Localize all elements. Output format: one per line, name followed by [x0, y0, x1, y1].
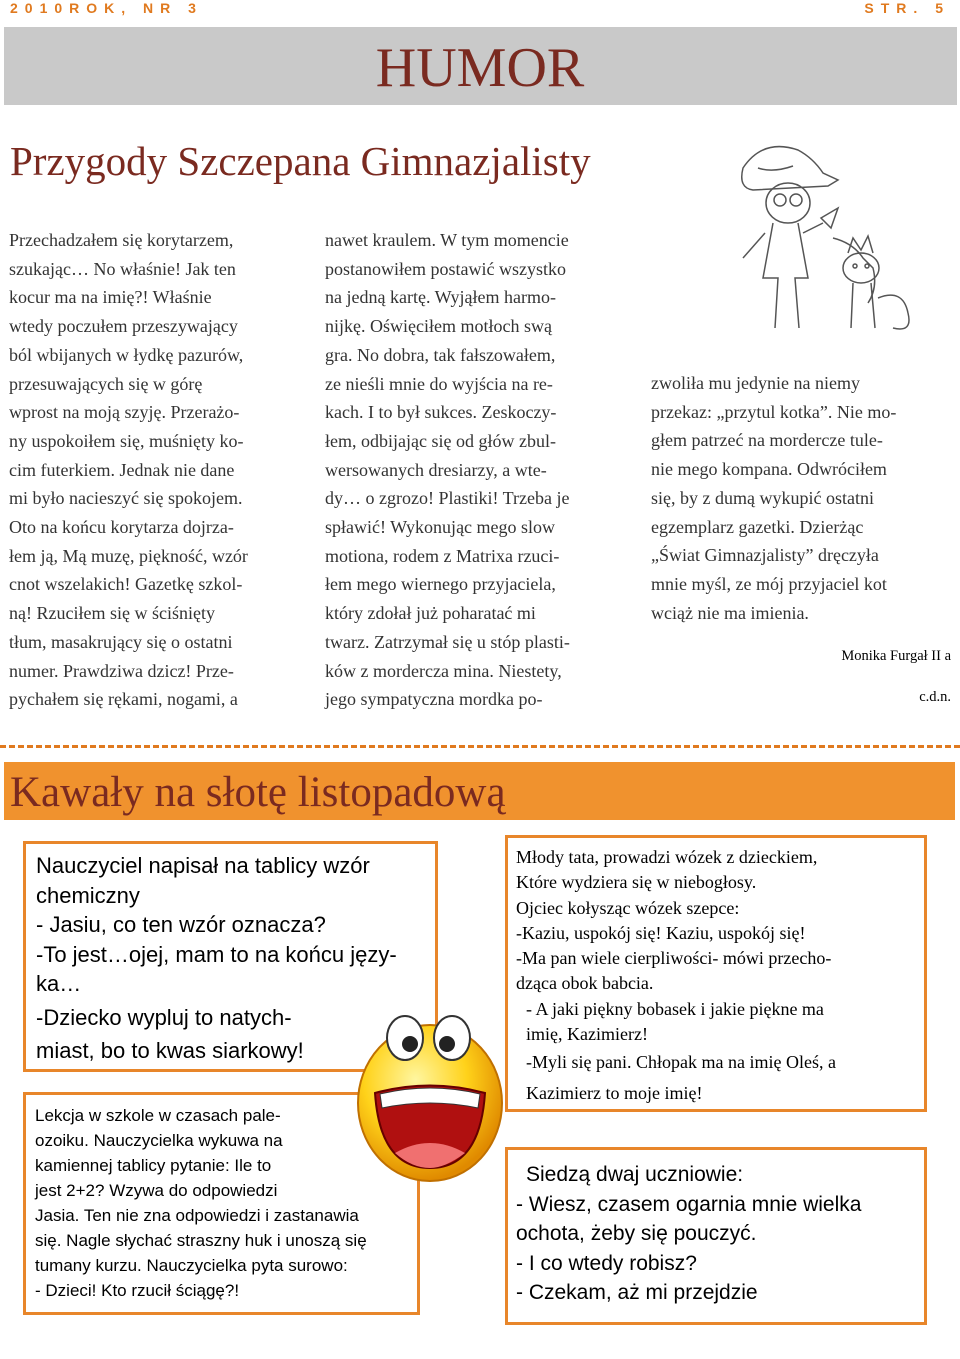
story-line: łem mego wiernego przyjaciela, — [325, 574, 556, 595]
story-line: tłum, masakrujący się o ostatni — [9, 631, 233, 652]
cartoon-drawing-icon — [703, 128, 935, 352]
story-line: dy… o zgrozo! Plastiki! Trzeba je — [325, 488, 570, 509]
story-line: cnot wszelakich! Gazetkę szkol- — [9, 574, 243, 595]
joke-line: Ojciec kołysząc wózek szepce: — [516, 897, 740, 918]
joke-line: - Czekam, aż mi przejdzie — [516, 1281, 758, 1304]
story-line: ną! Rzuciłem się w ściśnięty — [9, 603, 215, 624]
joke-line: się. Nagle słychać straszny huk i unoszą się — [35, 1231, 367, 1250]
joke-line: -Kaziu, uspokój się! Kaziu, uspokój się! — [516, 922, 806, 943]
joke-box-students — [505, 1147, 927, 1325]
story-line: gra. No dobra, tak fałszowałem, — [325, 344, 556, 365]
joke-line: -Ma pan wiele cierpliwości- mówi przecho- — [516, 948, 832, 969]
story-line: Oto na końcu korytarza dojrza- — [9, 517, 234, 538]
section-title: HUMOR — [375, 37, 585, 99]
joke-line: ka… — [36, 971, 82, 996]
story-line: głem patrzeć na mordercze tule- — [651, 430, 883, 451]
story-line: się, by z dumą wykupić ostatni — [651, 487, 874, 508]
jokes-title: Kawały na słotę listopadową — [10, 769, 506, 816]
joke-line: ozoiku. Nauczycielka wykuwa na — [35, 1131, 283, 1150]
story-line: mi było nacieszyć się spokojem. — [9, 488, 243, 509]
story-author: Monika Furgał II a — [841, 648, 951, 664]
joke-line: miast, bo to kwas siarkowy! — [36, 1038, 304, 1063]
joke-line: kamiennej tablicy pytanie: Ile to — [35, 1156, 272, 1175]
story-line: „Świat Gimnazjalisty” dręczyła — [651, 545, 879, 566]
story-line: wprost na moją szyję. Przerażo- — [9, 402, 240, 423]
story-line: kocur ma na imię?! Właśnie — [9, 287, 212, 308]
joke-line: Nauczyciel napisał na tablicy wzór — [36, 853, 370, 878]
joke-line: jest 2+2? Wzywa do odpowiedzi — [35, 1181, 278, 1200]
joke-box-stroller — [505, 835, 927, 1112]
joke-line: Jasia. Ten nie zna odpowiedzi i zastanawia — [35, 1206, 359, 1225]
joke-line: - Jasiu, co ten wzór oznacza? — [36, 912, 326, 937]
joke-line: imię, Kazimierz! — [526, 1024, 648, 1045]
story-line: twarz. Zatrzymał się u stóp plasti- — [325, 631, 570, 652]
story-line: motiona, rodem z Matrixa rzuci- — [325, 545, 560, 566]
story-line: na jedną kartę. Wyjąłem harmo- — [325, 287, 556, 308]
story-line: przekaz: „przytul kotka”. Nie mo- — [651, 401, 897, 422]
laughing-smiley-icon — [350, 1008, 510, 1186]
story-line: spławić! Wykonując mego slow — [325, 517, 556, 538]
joke-line: Lekcja w szkole w czasach pale- — [35, 1106, 281, 1125]
story-line: egzemplarz gazetki. Dzierżąc — [651, 516, 864, 537]
joke-line: Kazimierz to moje imię! — [526, 1082, 703, 1103]
story-line: pychałem się rękami, nogami, a — [9, 689, 238, 710]
story-line: numer. Prawdziwa dzicz! Prze- — [9, 660, 234, 681]
joke-line: dząca obok babcia. — [516, 973, 654, 994]
story-line: szukając… No właśnie! Jak ten — [9, 258, 236, 279]
joke-line: tumany kurzu. Nauczycielka pyta surowo: — [35, 1256, 348, 1275]
story-line: kach. I to był sukces. Zeskoczy- — [325, 402, 557, 423]
story-line: jego sympatyczna mordka po- — [325, 689, 543, 710]
page-number: STR. 5 — [864, 0, 950, 16]
story-line: wersowanych dresiarzy, a wte- — [325, 459, 547, 480]
joke-line: - Wiesz, czasem ogarnia mnie wielka — [516, 1192, 862, 1216]
joke-line: Które wydziera się w niebogłosy. — [516, 872, 757, 893]
story-column-2 — [325, 226, 625, 714]
story-line: łem, odbijając się od głów zbul- — [325, 430, 556, 451]
story-line: ze nieśli mnie do wyjścia na re- — [325, 373, 553, 394]
joke-line: Młody tata, prowadzi wózek z dzieckiem, — [516, 847, 818, 867]
section-divider — [0, 745, 960, 748]
joke-line: -To jest…ojej, mam to na końcu języ- — [36, 941, 397, 967]
story-line: nawet kraulem. W tym momencie — [325, 230, 569, 250]
story-line: przesuwających się w górę — [9, 373, 203, 394]
story-column-1 — [9, 226, 299, 714]
story-line: nijkę. Oświęciłem motłoch swą — [325, 316, 552, 337]
story-line: łem ją, Mą muzę, piękność, wzór — [9, 545, 248, 566]
story-line: ból wbijanych w łydkę pazurów, — [9, 344, 244, 365]
story-title: Przygody Szczepana Gimnazjalisty — [10, 138, 591, 184]
joke-line: -Myli się pani. Chłopak ma na imię Oleś, a — [526, 1052, 836, 1073]
story-line: ny uspokoiłem się, muśnięty ko- — [9, 430, 244, 451]
continued-note: c.d.n. — [919, 689, 951, 705]
story-line: który zdołał już poharatać mi — [325, 603, 536, 624]
issue-header: 2010ROK, NR 3 — [10, 0, 203, 16]
joke-line: - Dzieci! Kto rzucił ściągę?! — [35, 1281, 240, 1300]
story-line: nie mego kompana. Odwróciłem — [651, 459, 887, 480]
joke-line: Siedzą dwaj uczniowie: — [526, 1163, 744, 1186]
joke-line: - A jaki piękny bobasek i jakie piękne ma — [526, 998, 824, 1019]
story-line: wciąż nie ma imienia. — [651, 602, 809, 623]
story-line: mnie myśl, ze mój przyjaciel kot — [651, 573, 887, 594]
joke-line: chemiczny — [36, 882, 140, 908]
story-line: cim futerkiem. Jednak nie dane — [9, 459, 235, 480]
joke-line: ochota, żeby się pouczyć. — [516, 1222, 757, 1245]
story-line: ków z mordercza mina. Niestety, — [325, 660, 562, 681]
joke-line: -Dziecko wypluj to natych- — [36, 1004, 292, 1030]
story-line: postanowiłem postawić wszystko — [325, 258, 566, 279]
joke-line: - I co wtedy robisz? — [516, 1251, 697, 1275]
story-line: Przechadzałem się korytarzem, — [9, 230, 234, 250]
story-line: wtedy poczułem przeszywający — [9, 316, 238, 337]
story-line: zwoliła mu jedynie na niemy — [651, 373, 860, 393]
story-column-3 — [651, 369, 952, 627]
